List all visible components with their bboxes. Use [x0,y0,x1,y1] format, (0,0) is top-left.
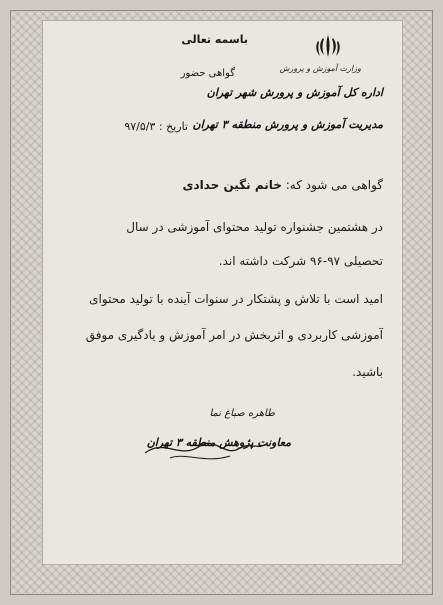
department-line-1: اداره کل آموزش و پرورش شهر تهران [206,86,383,99]
intro-text: گواهی می شود که: [285,178,383,192]
signatory-name: طاهره صباغ نما [209,408,275,419]
body-line-4: امید است با تلاش و پشتکار در سنوات آینده با تولید محتوای [89,292,383,306]
issue-date: تاریخ : ۹۷/۵/۳ [124,120,188,133]
department-line-2: مدیریت آموزش و پرورش منطقه ۳ تهران [192,118,383,131]
body-line-5: آموزشی کاربردی و اثربخش در امر آموزش و یادگیری موفق [85,328,383,342]
body-line-2: در هشتمین جشنواره تولید محتوای آموزشی در سال [126,220,383,234]
signature-mark [140,398,270,468]
recipient-name: خانم نگین حدادی [182,178,282,192]
body-line-6: باشید. [352,365,383,379]
body-line-1 [53,172,383,198]
body-line-3: تحصیلی ۹۷-۹۶ شرکت داشته اند. [218,254,383,268]
invocation-text: باسمه تعالی [181,33,248,46]
certificate-type: گواهی حضور [180,68,235,79]
ministry-name: وزارت آموزش و پرورش [279,64,361,73]
signatory-title: معاونت پژوهش منطقه ۳ تهران [146,436,291,449]
iran-emblem-icon [313,33,343,59]
